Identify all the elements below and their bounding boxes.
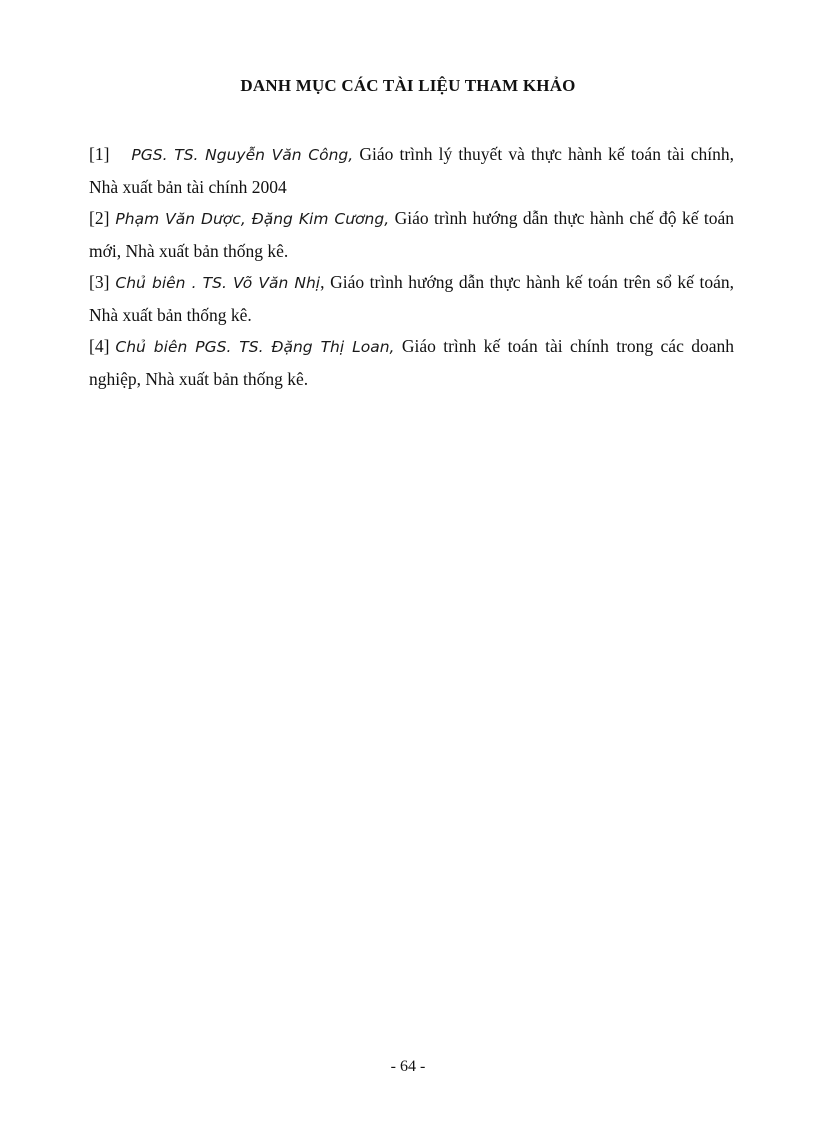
reference-author: Phạm Văn Dược, Đặng Kim Cương,: [115, 210, 390, 228]
reference-number: [3]: [89, 272, 110, 292]
reference-list: [89, 139, 734, 395]
reference-author: Chủ biên PGS. TS. Đặng Thị Loan,: [115, 338, 395, 356]
reference-author: Chủ biên . TS. Võ Văn Nhị: [115, 274, 321, 292]
reference-item-4: [89, 331, 734, 395]
reference-text: Giáo trình lý thuyết và thực hành kế toán tài chính, Nhà xuất bản tài chính 2004: [89, 144, 734, 197]
reference-author: PGS. TS. Nguyễn Văn Công,: [131, 146, 354, 164]
reference-text: Giáo trình hướng dẫn thực hành chế độ kế toán mới, Nhà xuất bản thống kê.: [89, 208, 735, 261]
reference-text: Giáo trình kế toán tài chính trong các doanh nghiệp, Nhà xuất bản thống kê.: [89, 336, 734, 389]
reference-number: [4]: [89, 336, 110, 356]
page-title: DANH MỤC CÁC TÀI LIỆU THAM KHẢO: [240, 76, 576, 95]
reference-number: [2]: [89, 208, 110, 228]
page-number: - 64 -: [390, 1058, 426, 1075]
reference-text: , Giáo trình hướng dẫn thực hành kế toán trên sổ kế toán, Nhà xuất bản thống kê.: [89, 272, 734, 325]
reference-item-3: [89, 267, 734, 331]
reference-item-2: [89, 203, 734, 267]
reference-number: [1]: [89, 144, 110, 164]
reference-item-1: [89, 139, 734, 203]
